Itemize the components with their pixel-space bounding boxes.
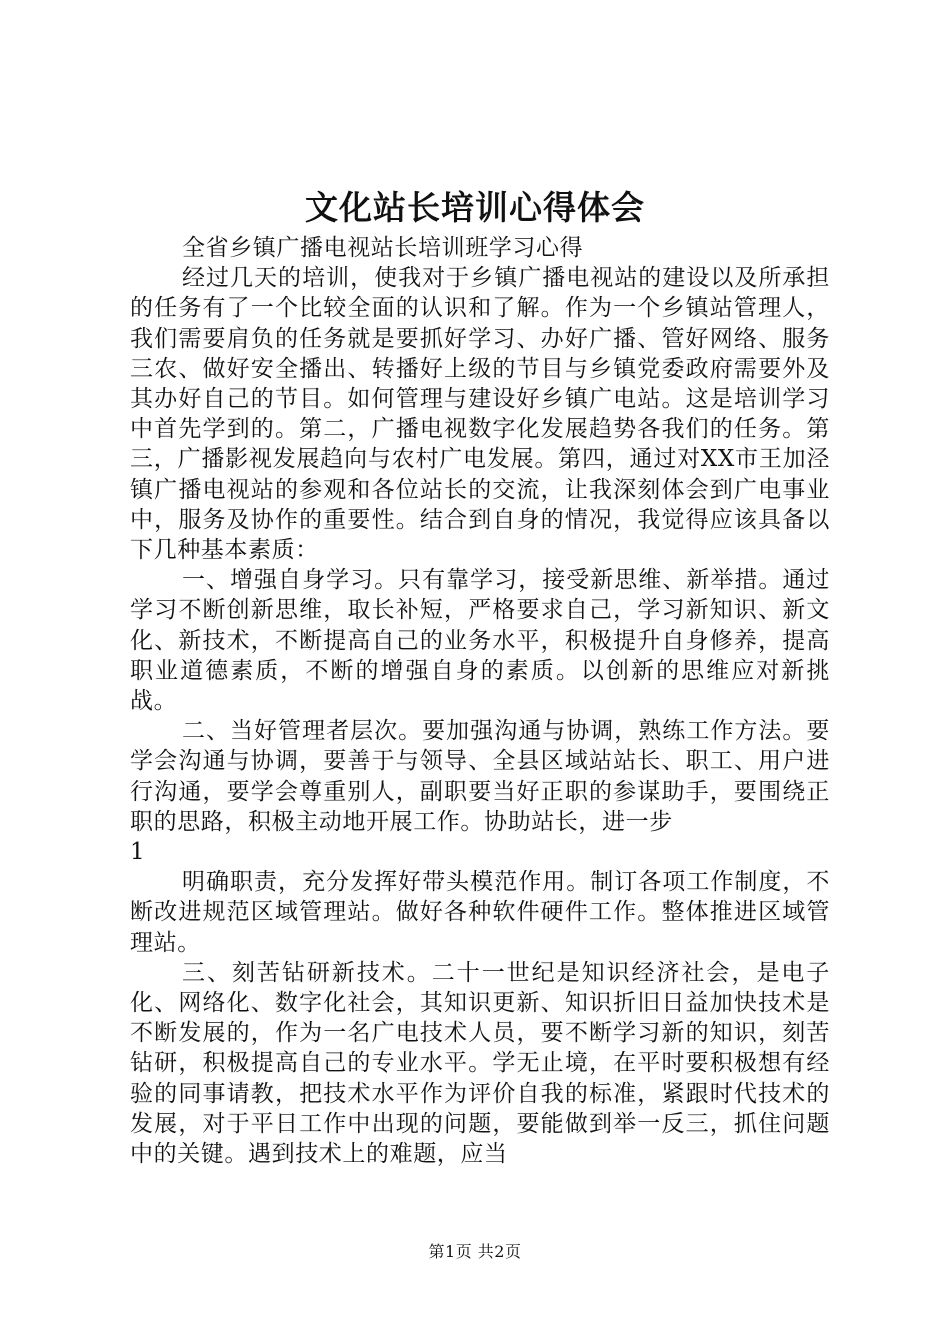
paragraph-point-two-continued: 明确职责，充分发挥好带头模范作用。制订各项工作制度，不断改进规范区域管理站。做好各种软件硬件工作。整体推进区域管理站。	[130, 869, 830, 956]
paragraph-intro: 经过几天的培训，使我对于乡镇广播电视站的建设以及所承担的任务有了一个比较全面的认识和了解。作为一个乡镇站管理人，我们需要肩负的任务就是要抓好学习、办好广播、管好网络、服务三农、做好安全播出、转播好上级的节目与乡镇党委政府需要外及其办好自己的节目。如何管理与建设好乡镇广电站。这是培训学习中首先学到的。第二，广播电视数字化发展趋势各我们的任务。第三，广播影视发展趋向与农村广电发展。第四，通过对XX市王加泾镇广播电视站的参观和各位站长的交流，让我深刻体会到广电事业中，服务及协作的重要性。结合到自身的情况，我觉得应该具备以下几种基本素质：	[130, 265, 830, 564]
document-title: 文化站长培训心得体会	[305, 188, 645, 227]
paragraph-point-three: 三、刻苦钻研新技术。二十一世纪是知识经济社会，是电子化、网络化、数字化社会，其知识更新、知识折旧日益加快技术是不断发展的，作为一名广电技术人员，要不断学习新的知识，刻苦钻研，积极提高自己的专业水平。学无止境，在平时要积极想有经验的同事请教，把技术水平作为评价自我的标准，紧跟时代技术的发展，对于平日工作中出现的问题，要能做到举一反三，抓住问题中的关键。遇到技术上的难题，应当	[130, 959, 830, 1168]
paragraph-subtitle: 全省乡镇广播电视站长培训班学习心得	[182, 235, 584, 261]
page-footer: 第1页 共2页	[428, 1242, 522, 1261]
paragraph-point-one: 一、增强自身学习。只有靠学习，接受新思维、新举措。通过学习不断创新思维，取长补短，严格要求自己，学习新知识、新文化、新技术，不断提高自己的业务水平，积极提升自身修养，提高职业道德素质，不断的增强自身的素质。以创新的思维应对新挑战。	[130, 567, 830, 715]
inline-page-number: 1	[130, 839, 146, 866]
paragraph-point-two: 二、当好管理者层次。要加强沟通与协调，熟练工作方法。要学会沟通与协调，要善于与领导、全县区域站站长、职工、用户进行沟通，要学会尊重别人，副职要当好正职的参谋助手，要围绕正职的思路，积极主动地开展工作。协助站长，进一步	[130, 718, 830, 835]
document-body	[130, 233, 830, 1169]
